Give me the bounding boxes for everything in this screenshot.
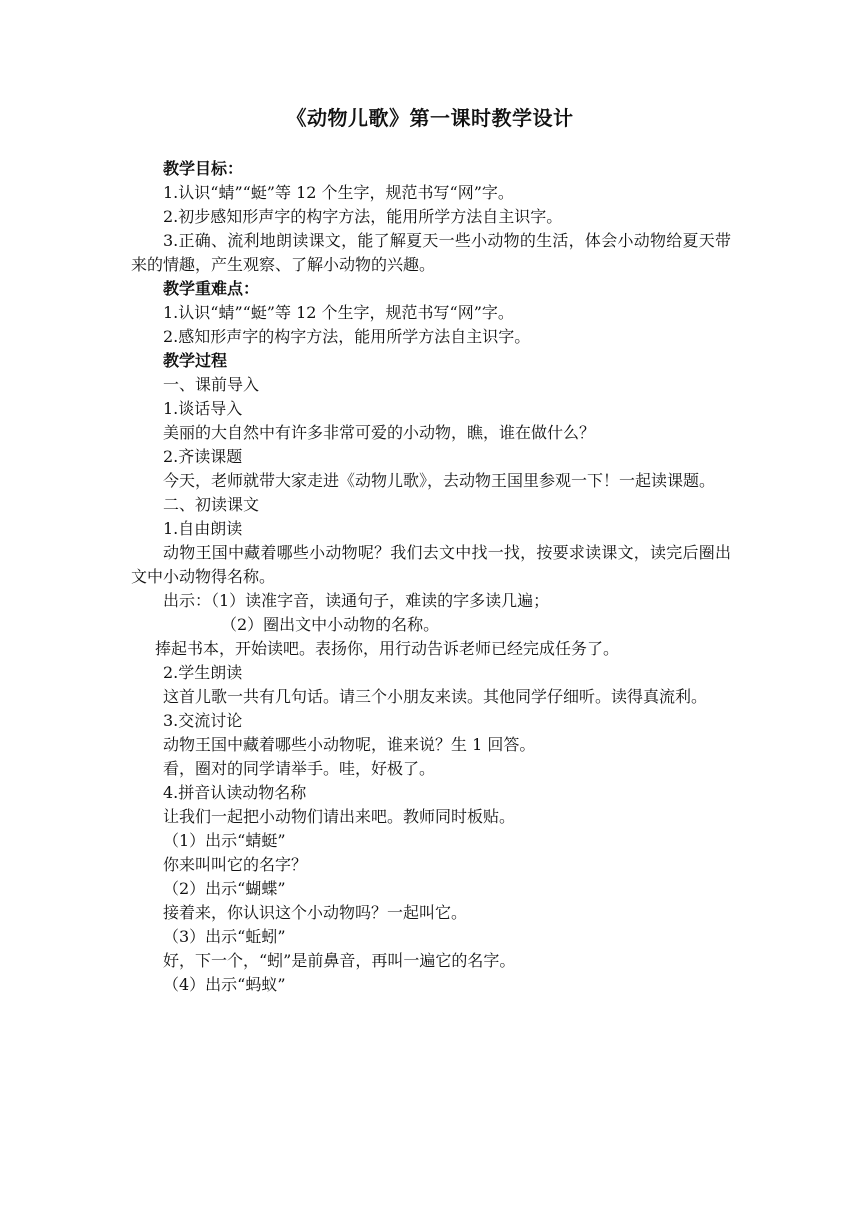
- key-point-1: 1.认识“蜻”“蜓”等 12 个生字，规范书写“网”字。: [163, 303, 514, 322]
- goals-heading: 教学目标：: [163, 159, 244, 178]
- show-earthworm: （3）出示“蚯蚓”: [163, 927, 286, 946]
- section-2-item-1: 1.自由朗读: [163, 519, 243, 538]
- document-body: [131, 157, 731, 997]
- section-2-heading: 二、初读课文: [163, 495, 260, 514]
- show-butterfly: （2）出示“蝴蝶”: [163, 879, 286, 898]
- goal-2: 2.初步感知形声字的构字方法，能用所学方法自主识字。: [163, 207, 563, 226]
- process-heading: 教学过程: [163, 351, 228, 370]
- show-butterfly-text: 接着来，你认识这个小动物吗？一起叫它。: [163, 903, 468, 922]
- section-1-item-2: 2.齐读课题: [163, 447, 243, 466]
- show-dragonfly-text: 你来叫叫它的名字？: [163, 855, 308, 874]
- document-title: 《动物儿歌》第一课时教学设计: [286, 106, 574, 130]
- section-1-item-2-text: 今天，老师就带大家走进《动物儿歌》，去动物王国里参观一下！一起读课题。: [163, 471, 716, 490]
- section-2-item-3-text-2: 看，圈对的同学请举手。哇，好极了。: [163, 759, 436, 778]
- key-point-2: 2.感知形声字的构字方法，能用所学方法自主识字。: [163, 327, 531, 346]
- section-2-show-1: 出示：（1）读准字音，读通句子，难读的字多读几遍；: [163, 591, 550, 610]
- goal-3: 3.正确、流利地朗读课文，能了解夏天一些小动物的生活，体会小动物给夏天带来的情趣，产生观察、了解小动物的兴趣。: [131, 231, 731, 274]
- section-1-item-1-text: 美丽的大自然中有许多非常可爱的小动物，瞧，谁在做什么？: [163, 423, 596, 442]
- section-1-heading: 一、课前导入: [163, 375, 260, 394]
- section-2-item-1-end: 捧起书本，开始读吧。表扬你，用行动告诉老师已经完成任务了。: [155, 639, 620, 658]
- show-earthworm-text: 好，下一个，“蚓”是前鼻音，再叫一遍它的名字。: [163, 951, 516, 970]
- section-2-item-3-text-1: 动物王国中藏着哪些小动物呢，谁来说？生 1 回答。: [163, 735, 536, 754]
- section-2-item-2-text: 这首儿歌一共有几句话。请三个小朋友来读。其他同学仔细听。读得真流利。: [163, 687, 708, 706]
- section-2-item-2: 2.学生朗读: [163, 663, 243, 682]
- section-2-item-4: 4.拼音认读动物名称: [163, 783, 307, 802]
- section-2-item-1-text: 动物王国中藏着哪些小动物呢？我们去文中找一找，按要求读课文，读完后圈出文中小动物得名称。: [131, 543, 731, 586]
- section-2-item-4-text: 让我们一起把小动物们请出来吧。教师同时板贴。: [163, 807, 516, 826]
- section-2-item-3: 3.交流讨论: [163, 711, 243, 730]
- show-dragonfly: （1）出示“蜻蜓”: [163, 831, 286, 850]
- key-points-heading: 教学重难点：: [163, 279, 260, 298]
- show-ant: （4）出示“蚂蚁”: [163, 975, 286, 994]
- section-1-item-1: 1.谈话导入: [163, 399, 243, 418]
- goal-1: 1.认识“蜻”“蜓”等 12 个生字，规范书写“网”字。: [163, 183, 514, 202]
- section-2-show-2: （2）圈出文中小动物的名称。: [221, 615, 440, 634]
